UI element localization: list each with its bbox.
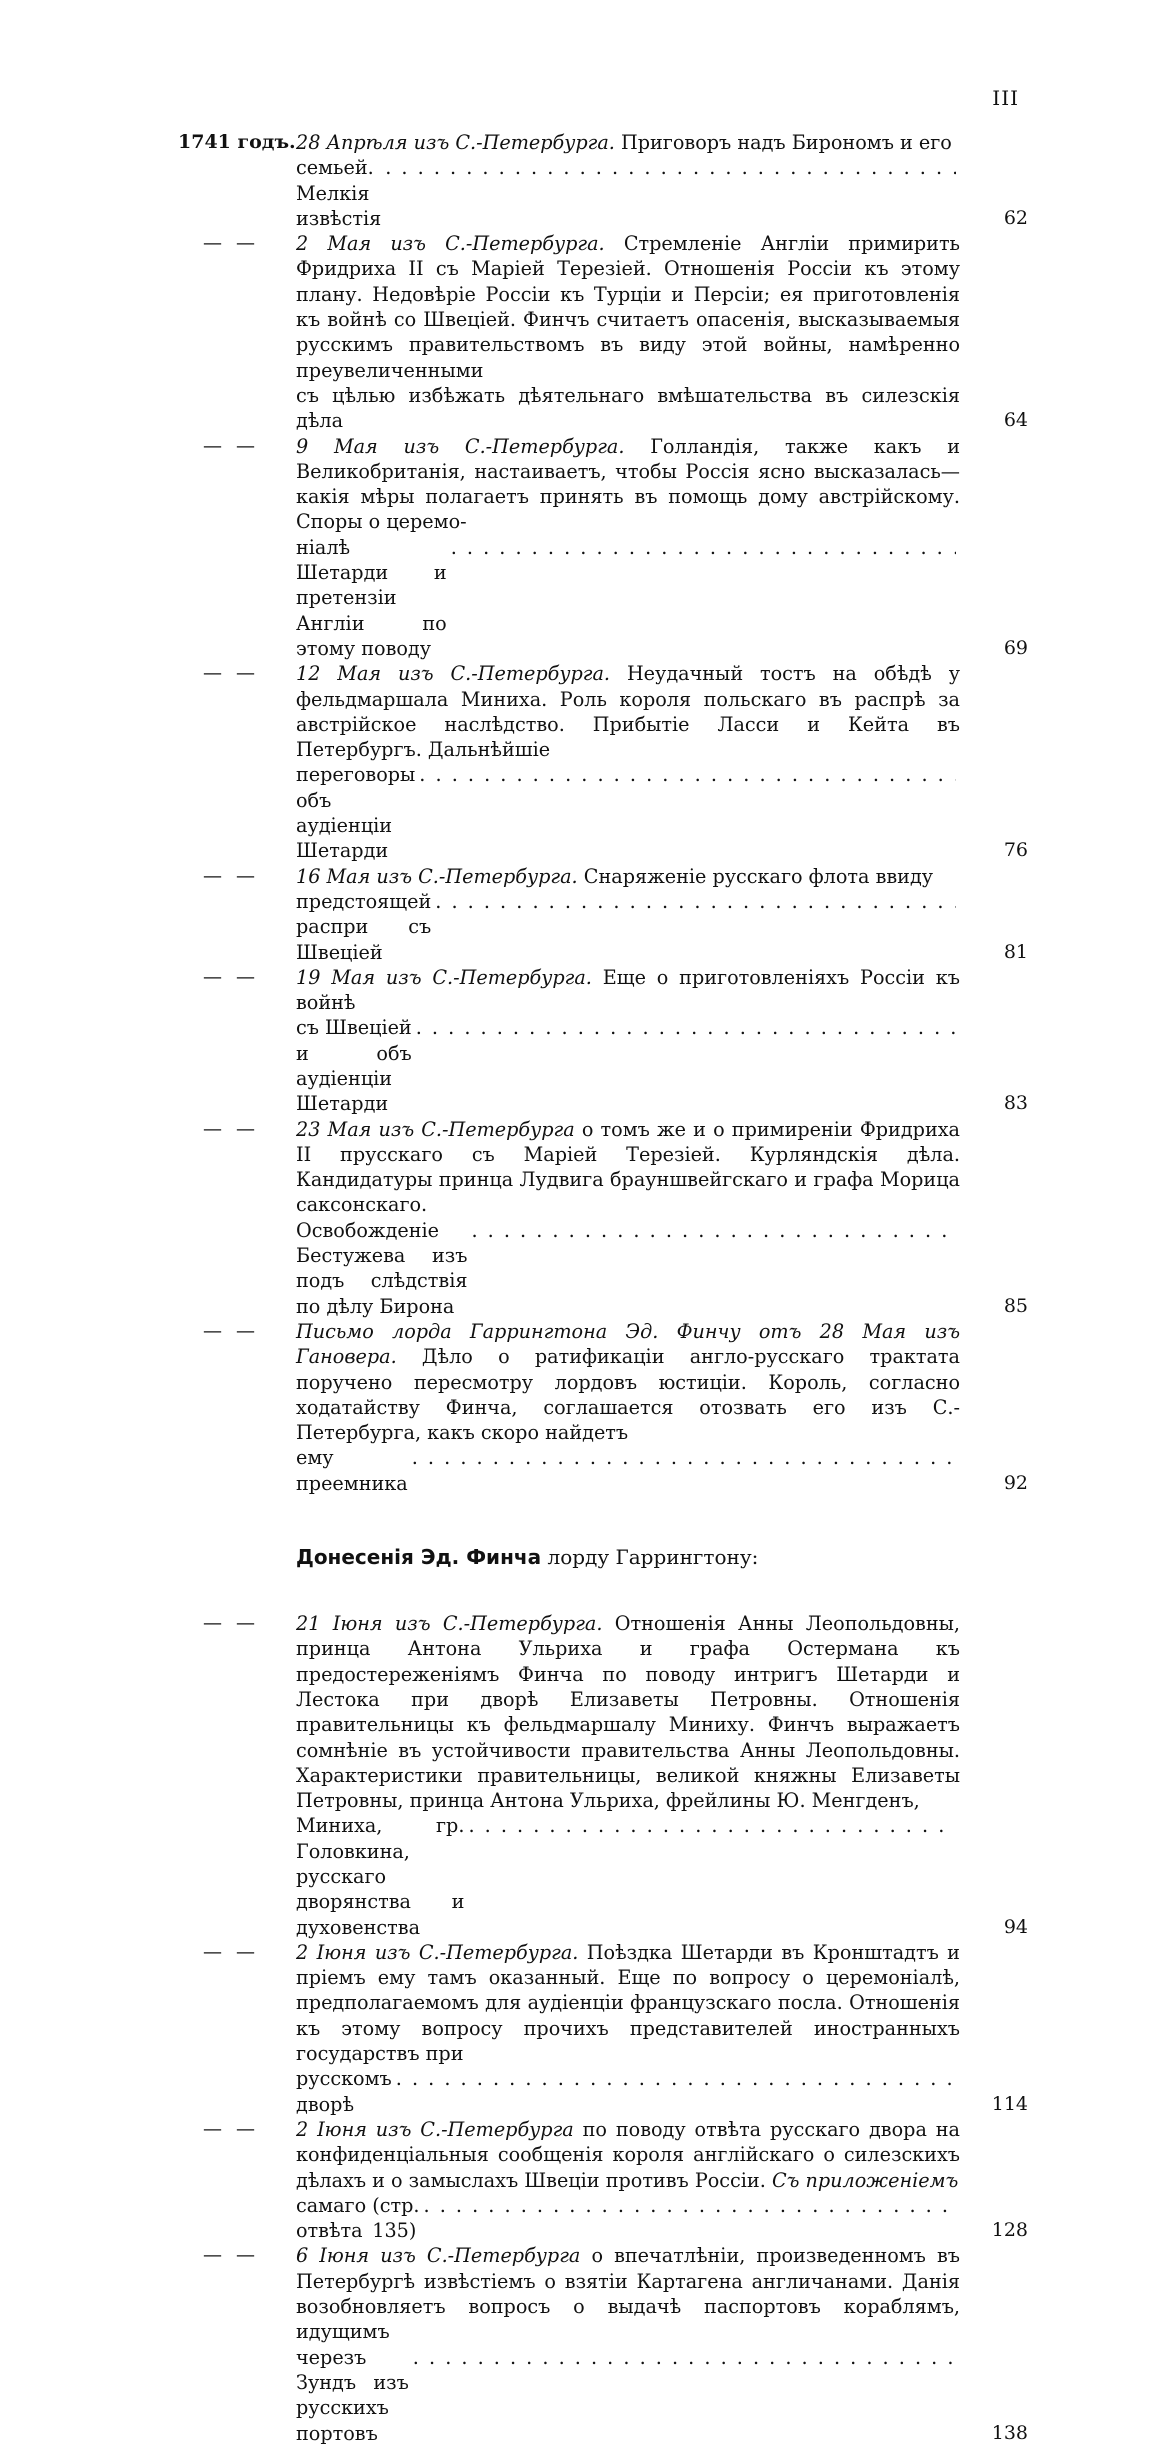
entry-date: 23 Мая изъ С.-Петербурга <box>296 1117 575 1141</box>
entry-text: о впечатлѣніи, произведенномъ въ Петербургѣ извѣстіемъ о взятіи Картагена англичанами. Данія возобновляетъ вопросъ о выдачѣ паспортовъ кораблямъ, идущимъ <box>296 2244 960 2344</box>
entry-page-number: 81 <box>1003 940 1028 963</box>
entry-date: 19 Мая изъ С.-Петербурга. <box>296 965 592 989</box>
leader-dots <box>451 535 956 560</box>
toc-entry <box>178 2117 1028 2243</box>
toc-entry <box>178 965 1028 1117</box>
entry-text: Приговоръ надъ Бирономъ и его <box>621 131 952 154</box>
entry-body <box>296 1611 960 1940</box>
page-number: III <box>992 86 1019 110</box>
entry-page-number: 64 <box>1003 409 1028 432</box>
entry-tail-text: черезъ Зундъ изъ русскихъ портовъ <box>296 2345 409 2445</box>
entry-body <box>296 864 960 965</box>
entry-text: Стремленіе Англіи примирить Фридриха II съ Маріей Терезіей. Отношенія Россіи къ этому плану. Недовѣріе Россіи къ Турціи и Персіи; ея приготовленія къ войнѣ со Швеціей. Финчъ считаетъ опасенія, высказываемыя русскимъ правительствомъ въ виду этой войны, намѣренно преувеличенными <box>296 232 961 382</box>
entry-tail <box>296 1015 960 1116</box>
dash-label: — — <box>203 2244 260 2267</box>
entry-tail-text: ніалѣ Шетарди и претензіи Англіи по этому поводу <box>296 535 447 660</box>
entry-text: Дѣло о ратификаціи англо-русскаго трактата поручено пересмотру лордовъ юстиціи. Король, согласно ходатайству Финча, соглашается отозвать его изъ С.-Петербурга, какъ скоро найдетъ <box>296 1345 960 1445</box>
leader-dots <box>468 1813 956 1838</box>
entry-text: по поводу отвѣта русскаго двора на конфиденціальныя сообщенія короля англійскаго о силезскихъ дѣлахъ и о замыслахъ Швеціи противъ Россіи. <box>296 2117 960 2192</box>
toc-entry <box>178 1611 1028 1940</box>
entry-date: Письмо лорда Гаррингтона Эд. Финчу отъ 28 Мая изъ Гановера. <box>296 1319 960 1369</box>
entry-date: 16 Мая изъ С.-Петербурга. <box>296 864 578 888</box>
entry-body <box>296 434 960 662</box>
leader-dots <box>416 1015 956 1040</box>
entry-body <box>296 231 960 433</box>
entry-tail-text: переговоры объ аудіенціи Шетарди <box>296 763 416 863</box>
entry-page-number: 83 <box>1003 1092 1028 1115</box>
dash-label: — — <box>203 864 260 887</box>
entry-date: 2 Мая изъ С.-Петербурга. <box>296 232 605 256</box>
toc-entry <box>178 2243 1028 2445</box>
entry-body <box>296 2117 960 2243</box>
entry-body <box>296 1319 960 1496</box>
entry-body <box>296 965 960 1117</box>
year-label: 1741 годъ. <box>178 131 296 153</box>
entry-date: 28 Апрѣля изъ С.-Петербурга. <box>296 131 615 154</box>
entry-page-number: 69 <box>1003 636 1028 659</box>
entry-tail <box>296 155 960 231</box>
toc-entry <box>178 864 1028 965</box>
toc-entry <box>178 130 1028 231</box>
entry-date: 12 Мая изъ С.-Петербурга. <box>296 662 611 686</box>
toc-entry <box>178 434 1028 662</box>
entry-tail <box>296 762 960 863</box>
entry-text: Голландія, также какъ и Великобританія, настаиваетъ, чтобы Россія ясно высказалась—какія мѣры полагаетъ принять въ помощь дому австрійскому. Споры о церемо- <box>296 434 960 534</box>
entry-text: о томъ же и о примиреніи Фридриха II прусскаго съ Маріей Терезіей. Курляндскія дѣла. Кандидатуры принца Лудвига брауншвейгскаго и графа Морица саксонскаго. <box>296 1117 960 1217</box>
dash-label: — — <box>203 434 260 457</box>
entry-tail-text: ему преемника <box>296 1446 408 1495</box>
entry-page-number: 128 <box>991 2219 1028 2242</box>
entry-annex: Съ приложеніемъ <box>771 2168 959 2192</box>
toc-entry <box>178 231 1028 433</box>
toc-entry <box>178 1319 1028 1496</box>
entry-text: Неудачный тостъ на обѣдѣ у фельдмаршала Миниха. Роль короля польскаго въ распрѣ за австрійское наслѣдство. Прибытіе Ласси и Кейта въ Петербургъ. Дальнѣйшіе <box>296 662 960 762</box>
leader-dots <box>424 2193 957 2218</box>
leader-dots <box>471 1218 956 1243</box>
section-heading <box>178 1544 1028 1570</box>
entry-tail <box>296 1813 960 1939</box>
dash-label: — — <box>203 232 260 255</box>
entry-date: 2 Іюня изъ С.-Петербурга <box>296 2117 574 2141</box>
entry-date: 6 Іюня изъ С.-Петербурга <box>296 2244 581 2268</box>
entry-tail-text: предстоящей распри съ Швеціей <box>296 889 432 964</box>
entry-tail-text: семьей. Мелкія извѣстія <box>296 156 382 230</box>
entry-tail <box>296 1218 960 1319</box>
entry-body <box>296 2243 960 2445</box>
dash-label: — — <box>203 2117 260 2140</box>
table-of-contents <box>178 130 1028 2446</box>
entry-page-number: 85 <box>1003 1294 1028 1317</box>
dash-label: — — <box>203 1319 260 1342</box>
entry-body <box>296 661 960 863</box>
dash-label: — — <box>203 1117 260 1140</box>
dash-label: — — <box>203 662 260 685</box>
leader-dots <box>435 889 956 914</box>
entry-body <box>296 130 960 231</box>
entry-tail <box>296 2066 960 2117</box>
entry-tail <box>296 383 960 434</box>
entry-page-number: 138 <box>991 2421 1028 2444</box>
entry-tail-text: Миниха, гр. Головкина, русскаго дворянства и духовенства <box>296 1814 465 1939</box>
entry-tail <box>296 535 960 661</box>
entry-body <box>296 1940 960 2117</box>
leader-dots <box>385 155 956 180</box>
entry-page-number: 94 <box>1003 1915 1028 1938</box>
entry-tail-text: съ Швеціей и объ аудіенціи Шетарди <box>296 1016 412 1116</box>
entry-tail <box>296 2193 960 2244</box>
section-heading-normal: лорду Гаррингтону: <box>547 1545 759 1570</box>
entry-text: Отношенія Анны Леопольдовны, принца Антона Ульриха и графа Остермана къ предостереженіямъ Финча по поводу интригъ Шетарди и Лестока при дворѣ Елизаветы Петровны. Отношенія правительницы къ фельдмаршалу Миниху. Финчъ выражаетъ сомнѣніе въ устойчивости правительства Анны Леопольдовны. Характеристики правительницы, великой княжны Елизаветы Петровны, принца Антона Ульриха, фрейлины Ю. Менгденъ, <box>296 1612 960 1813</box>
entry-page-number: 92 <box>1003 1471 1028 1494</box>
entry-text: Поѣздка Шетарди въ Кронштадтъ и пріемъ ему тамъ оказанный. Еще по вопросу о церемоніалѣ, предполагаемомъ для аудіенціи французскаго посла. Отношенія къ этому вопросу прочихъ представителей иностранныхъ государствъ при <box>296 1940 960 2066</box>
dash-label: — — <box>203 1940 260 1963</box>
entry-date: 21 Іюня изъ С.-Петербурга. <box>296 1612 603 1636</box>
toc-entry <box>178 661 1028 863</box>
leader-dots <box>419 762 956 787</box>
leader-dots <box>396 2066 956 2091</box>
entry-tail-text: Освобожденіе Бестужева изъ подъ слѣдствія по дѣлу Бирона <box>296 1218 468 1318</box>
entry-tail <box>296 1445 960 1496</box>
entry-text: Еще о приготовленіяхъ Россіи къ войнѣ <box>296 965 960 1015</box>
entry-annex-after: самаго отвѣта <box>296 2193 367 2243</box>
entry-text: Снаряженіе русскаго флота ввиду <box>583 864 934 888</box>
leader-dots <box>412 1445 956 1470</box>
entry-tail-text: русскомъ дворѣ <box>296 2067 392 2116</box>
toc-entry <box>178 1117 1028 1319</box>
section-heading-bold: Донесенія Эд. Финча <box>296 1545 542 1570</box>
entry-page-number: 114 <box>991 2092 1028 2115</box>
entry-tail-text: съ цѣлью избѣжать дѣятельнаго вмѣшательства въ силезскія дѣла <box>296 383 960 433</box>
entry-tail <box>296 889 960 965</box>
entry-tail <box>296 2345 960 2446</box>
entry-body <box>296 1117 960 1319</box>
dash-label: — — <box>203 965 260 988</box>
dash-label: — — <box>203 1612 260 1635</box>
toc-entry <box>178 1940 1028 2117</box>
entry-tail-text: (стр. 135) <box>372 2193 420 2243</box>
entry-page-number: 76 <box>1003 839 1028 862</box>
entry-date: 2 Іюня изъ С.-Петербурга. <box>296 1940 579 1964</box>
entry-date: 9 Мая изъ С.-Петербурга. <box>296 434 625 458</box>
entry-page-number: 62 <box>1003 206 1028 229</box>
leader-dots <box>413 2345 956 2370</box>
